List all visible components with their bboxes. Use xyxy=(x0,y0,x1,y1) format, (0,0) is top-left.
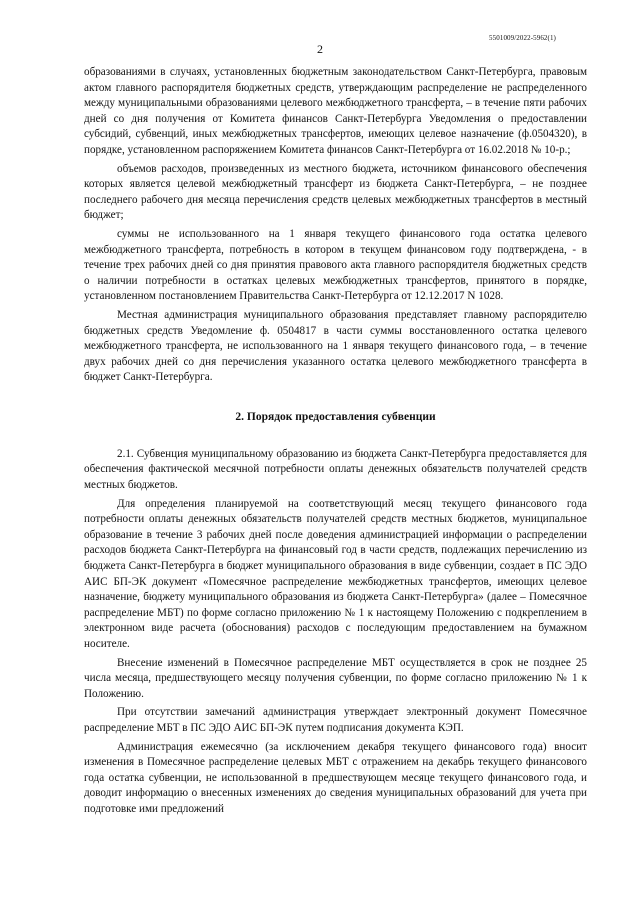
paragraph-4: Местная администрация муниципального образования представляет главному распорядителю бюджетных средств Уведомление ф. 0504817 в части суммы восстановленного остатка целевого межбюджетного трансферта, не использованного на 1 января текущего финансового года, – в течение двух рабочих дней со дня перечисления указанного остатка целевого межбюджетного трансферта в бюджет Санкт-Петербурга. xyxy=(84,308,587,384)
paragraph-1: образованиями в случаях, установленных бюджетным законодательством Санкт-Петербурга, правовым актом главного распорядителя бюджетных средств, утверждающим распределение не распределенного между муниципальными образованиями целевого межбюджетного трансферта, – в течение пяти рабочих дней со дня получения от Комитета финансов Санкт-Петербурга Уведомления о предоставлении субсидий, субвенций, иных межбюджетных трансфертов, имеющих целевое назначение (ф.0504320), в порядке, установленном распоряжением Комитета финансов Санкт-Петербурга от 16.02.2018 № 10-р.; xyxy=(84,66,587,156)
paragraph-3: суммы не использованного на 1 января текущего финансового года остатка целевого межбюджетного трансферта, потребность в котором в текущем финансовом году подтверждена, - в течение трех рабочих дней со дня принятия правового акта главного распорядителя бюджетных средств о наличии потребности в остатках целевых межбюджетных трансфертов, принятого в порядке, установленном постановлением Правительства Санкт-Петербурга от 12.12.2017 N 1028. xyxy=(84,227,587,303)
paragraph-9: Администрация ежемесячно (за исключением декабря текущего финансового года) вносит изменения в Помесячное распределение целевых МБТ с отражением на декабрь текущего финансового года остатка субвенции, не использованной в предшествующем месяце текущего финансового года, и доводит информацию о внесенных изменениях до сведения муниципальных образований для учета при подготовке ими предложений xyxy=(84,740,587,815)
document-number: 5501009/2022-5962(1) xyxy=(489,34,556,42)
page-number: 2 xyxy=(317,42,323,56)
paragraph-8: При отсутствии замечаний администрация утверждает электронный документ Помесячное распределение МБТ в ПС ЭДО АИС БП-ЭК путем подписания документа КЭП. xyxy=(84,706,587,734)
section-title: 2. Порядок предоставления субвенции xyxy=(235,410,436,423)
paragraph-5: 2.1. Субвенция муниципальному образованию из бюджета Санкт-Петербурга предоставляется для обеспечения фактической месячной потребности оплаты денежных обязательств получателей средств местных бюджетов. xyxy=(84,447,587,492)
paragraph-7: Внесение изменений в Помесячное распределение МБТ осуществляется в срок не позднее 25 числа месяца, предшествующего месяцу получения субвенции, по форме согласно приложению № 1 к Положению. xyxy=(84,656,587,700)
paragraph-6: Для определения планируемой на соответствующий месяц текущего финансового года потребности оплаты денежных обязательств получателей средств местных бюджетов, муниципальное образование в течение 3 рабочих дней после доведения администрацией информации о распределении расходов бюджета Санкт-Петербурга на финансовый год в части средств, подлежащих перечислению из бюджета Санкт-Петербурга в бюджет муниципального образования в виде субвенции, создает в ПС ЭДО АИС БП-ЭК документ «Помесячное распределение межбюджетных трансфертов, имеющих целевое назначение, бюджету муниципального образования из бюджета Санкт-Петербурга» (далее – Помесячное распределение МБТ) по форме согласно приложению № 1 к настоящему Положению с подкреплением в электронном виде расчета (обоснования) расходов с последующим предоставлением на бумажном носителе. xyxy=(84,497,587,650)
document-body xyxy=(84,65,587,818)
paragraph-2: объемов расходов, произведенных из местного бюджета, источником финансового обеспечения которых является целевой межбюджетный трансферт из бюджета Санкт-Петербурга, – не позднее последнего рабочего дня месяца перечисления средств целевых межбюджетных трансфертов в местный бюджет; xyxy=(84,162,587,222)
